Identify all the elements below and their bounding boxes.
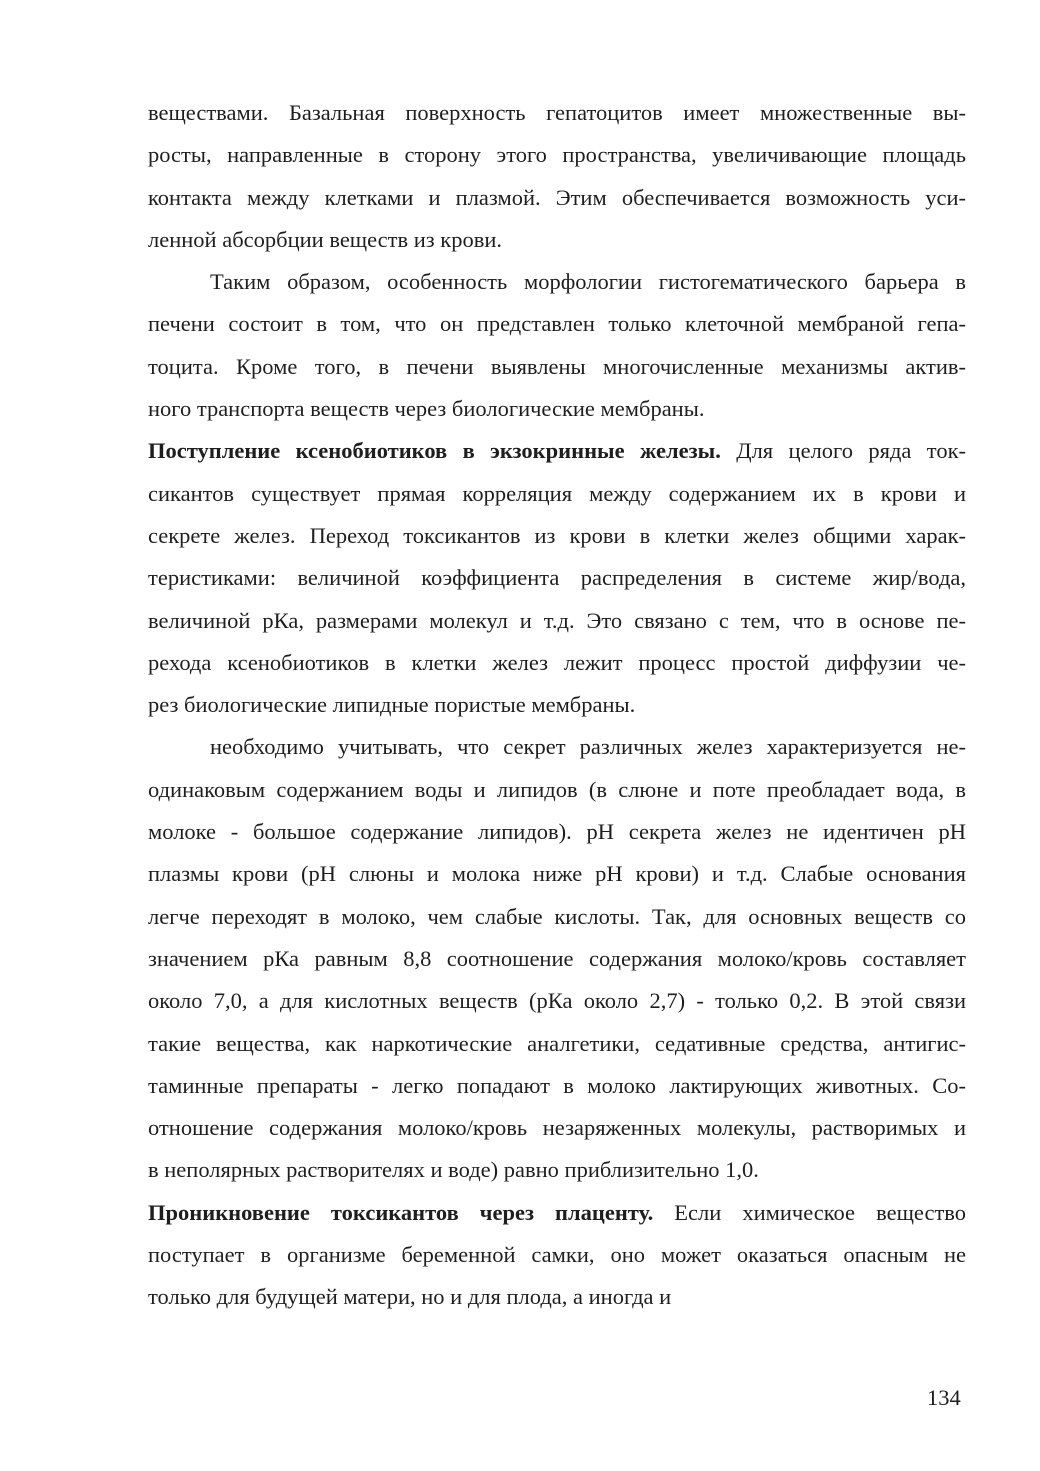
text-line: отношение содержания молоко/кровь незаряженных молекулы, растворимых и bbox=[148, 1115, 966, 1141]
text-line: поступает в организме беременной самки, оно может оказаться опасным не bbox=[148, 1242, 966, 1268]
text-line bbox=[148, 1192, 966, 1234]
text-line: такие вещества, как наркотические аналгетики, седативные средства, антигис- bbox=[148, 1030, 966, 1056]
page-number: 134 bbox=[927, 1385, 961, 1410]
paragraph-liver-barrier-summary bbox=[148, 261, 966, 430]
text-line: печени состоит в том, что он представлен только клеточной мембраной гепа- bbox=[148, 311, 966, 337]
text-line: росты, направленные в сторону этого пространства, увеличивающие площадь bbox=[148, 142, 966, 168]
text-line: одинаковым содержанием воды и липидов (в слюне и поте преобладает вода, в bbox=[148, 776, 966, 802]
text-line: молоке - большое содержание липидов). рН секрета желез не идентичен рН bbox=[148, 819, 966, 845]
text-line: ленной абсорбции веществ из крови. bbox=[148, 226, 503, 252]
text-line: плазмы крови (рН слюны и молока ниже рН крови) и т.д. Слабые основания bbox=[148, 861, 966, 887]
text-line: величиной рКа, размерами молекул и т.д. Это связано с тем, что в основе пе- bbox=[148, 607, 966, 633]
text-line: в неполярных растворителях и воде) равно приблизительно 1,0. bbox=[148, 1157, 759, 1183]
heading-line-rest: Для целого ряда ток- bbox=[720, 438, 966, 464]
text-line: контакта между клетками и плазмой. Этим обеспечивается возможность уси- bbox=[148, 184, 966, 210]
text-line: рез биологические липидные пористые мембраны. bbox=[148, 692, 636, 718]
page-body bbox=[148, 92, 966, 1319]
text-line: секрете желез. Переход токсикантов из крови в клетки желез общими харак- bbox=[148, 522, 966, 548]
text-line: тоцита. Кроме того, в печени выявлены многочисленные механизмы актив- bbox=[148, 353, 966, 379]
text-line: ного транспорта веществ через биологические мембраны. bbox=[148, 396, 705, 422]
text-line: значением рКа равным 8,8 соотношение содержания молоко/кровь составляет bbox=[148, 945, 966, 971]
text-line: легче переходят в молоко, чем слабые кислоты. Так, для основных веществ со bbox=[148, 903, 966, 929]
paragraph-hepatocyte-surface bbox=[148, 92, 966, 261]
text-line: необходимо учитывать, что секрет различных желез характеризуется не- bbox=[210, 734, 966, 760]
paragraph-placenta bbox=[148, 1192, 966, 1319]
text-line: теристиками: величиной коэффициента распределения в системе жир/вода, bbox=[148, 565, 966, 591]
text-line: только для будущей матери, но и для плода, а иногда и bbox=[148, 1284, 672, 1310]
text-line: около 7,0, а для кислотных веществ (рКа около 2,7) - только 0,2. В этой связи bbox=[148, 988, 966, 1014]
section-heading-exocrine: Поступление ксенобиотиков в экзокринные железы. bbox=[148, 438, 721, 464]
text-line: веществами. Базальная поверхность гепатоцитов имеет множественные вы- bbox=[148, 100, 966, 125]
text-line: таминные препараты - легко попадают в молоко лактирующих животных. Со- bbox=[148, 1072, 966, 1098]
text-line bbox=[148, 430, 966, 472]
text-line: сикантов существует прямая корреляция между содержанием их в крови и bbox=[148, 480, 966, 506]
paragraph-secretion-composition bbox=[148, 726, 966, 1191]
paragraph-exocrine-glands bbox=[148, 430, 966, 726]
heading-line-rest: Если химическое вещество bbox=[653, 1199, 966, 1225]
text-line: рехода ксенобиотиков в клетки желез лежит процесс простой диффузии че- bbox=[148, 649, 966, 675]
section-heading-placenta: Проникновение токсикантов через плаценту. bbox=[148, 1199, 654, 1225]
text-line: Таким образом, особенность морфологии гистогематического барьера в bbox=[210, 269, 966, 295]
